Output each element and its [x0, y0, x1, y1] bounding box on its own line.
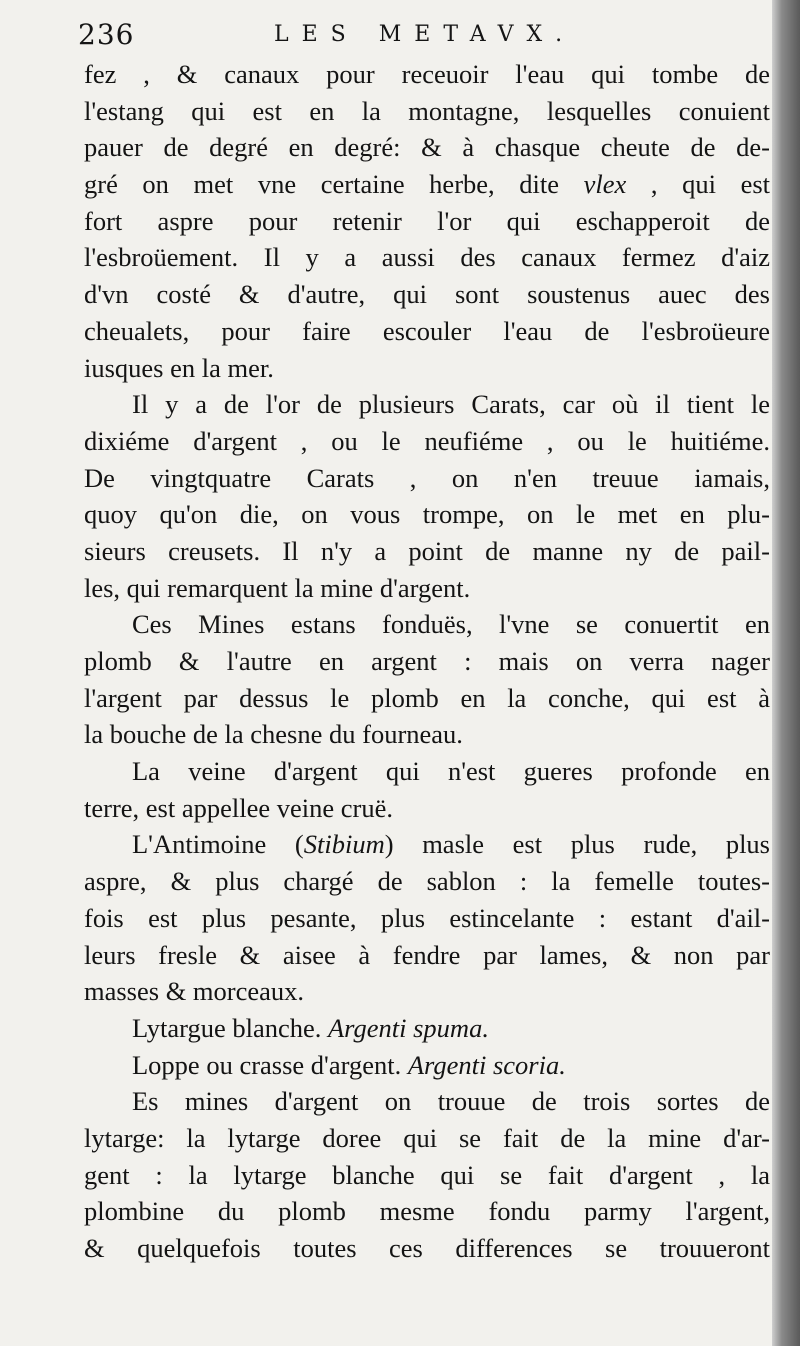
text-line: sieurs creusets. Il n'y a point de manne ny de pail- — [84, 535, 770, 566]
text-line: lytarge: la lytarge doree qui se fait de la mine d'ar- — [84, 1122, 770, 1153]
text-line: masses & morceaux. — [84, 976, 305, 1007]
text-line: plombine du plomb mesme fondu parmy l'argent, — [84, 1196, 770, 1227]
italic-term: Argenti spuma. — [327, 1012, 489, 1043]
text-line — [84, 1010, 770, 1047]
text-line: iusques en la mer. — [84, 352, 274, 383]
text-fragment: Loppe ou crasse d'argent. — [132, 1049, 402, 1080]
text-line: Ces Mines estans fonduës, l'vne se conuertit en — [132, 609, 770, 640]
text-line: leurs fresle & aisee à fendre par lames, & non par — [84, 939, 770, 970]
text-line: cheualets, pour faire escouler l'eau de l'esbroüeure — [84, 315, 770, 346]
body-text — [84, 56, 770, 1267]
text-fragment: , qui est — [650, 169, 770, 200]
page-number: 236 — [78, 18, 135, 51]
text-line: gent : la lytarge blanche qui se fait d'argent , la — [84, 1159, 770, 1190]
page-header — [78, 14, 768, 54]
italic-term: Argenti scoria. — [407, 1049, 566, 1080]
text-fragment: gré on met vne certaine herbe, dite — [84, 169, 559, 200]
text-line: fort aspre pour retenir l'or qui eschapperoit de — [84, 205, 770, 236]
text-line — [84, 1047, 770, 1084]
text-line — [84, 826, 770, 863]
text-line: quoy qu'on die, on vous trompe, on le met en plu- — [84, 499, 770, 530]
page-edge-shadow — [772, 0, 800, 1346]
text-line: Il y a de l'or de plusieurs Carats, car où il tient le — [132, 389, 770, 420]
text-line: fois est plus pesante, plus estincelante : estant d'ail- — [84, 902, 770, 933]
text-line: dixiéme d'argent , ou le neufiéme , ou le huitiéme. — [84, 425, 770, 456]
text-line — [84, 166, 770, 203]
text-line: De vingtquatre Carats , on n'en treuue iamais, — [84, 462, 770, 493]
text-line: l'esbroüement. Il y a aussi des canaux fermez d'aiz — [84, 242, 770, 273]
italic-term: Stibium — [303, 829, 385, 860]
text-fragment: L'Antimoine ( — [132, 829, 304, 860]
text-line: Es mines d'argent on trouue de trois sortes de — [132, 1086, 770, 1117]
text-line: terre, est appellee veine cruë. — [84, 792, 393, 823]
text-line: & quelquefois toutes ces differences se trouueront — [84, 1233, 770, 1263]
text-line: l'estang qui est en la montagne, lesquelles conuient — [84, 95, 770, 126]
text-line: la bouche de la chesne du fourneau. — [84, 719, 463, 750]
running-title: LES METAVX. — [274, 22, 576, 47]
text-line: l'argent par dessus le plomb en la conche, qui est à — [84, 682, 770, 713]
text-line: La veine d'argent qui n'est gueres profonde en — [132, 756, 770, 787]
text-fragment: ) masle est plus rude, plus — [384, 829, 770, 860]
text-line: plomb & l'autre en argent : mais on verra nager — [84, 646, 770, 676]
italic-term: vlex — [583, 169, 627, 200]
text-line: pauer de degré en degré: & à chasque cheute de de- — [84, 132, 770, 163]
text-line: les, qui remarquent la mine d'argent. — [84, 572, 471, 603]
text-line: fez , & canaux pour receuoir l'eau qui tombe de — [84, 59, 770, 89]
text-fragment: Lytargue blanche. — [132, 1012, 322, 1043]
text-line: aspre, & plus chargé de sablon : la femelle toutes- — [84, 866, 770, 897]
text-line: d'vn costé & d'autre, qui sont soustenus auec des — [84, 279, 770, 310]
